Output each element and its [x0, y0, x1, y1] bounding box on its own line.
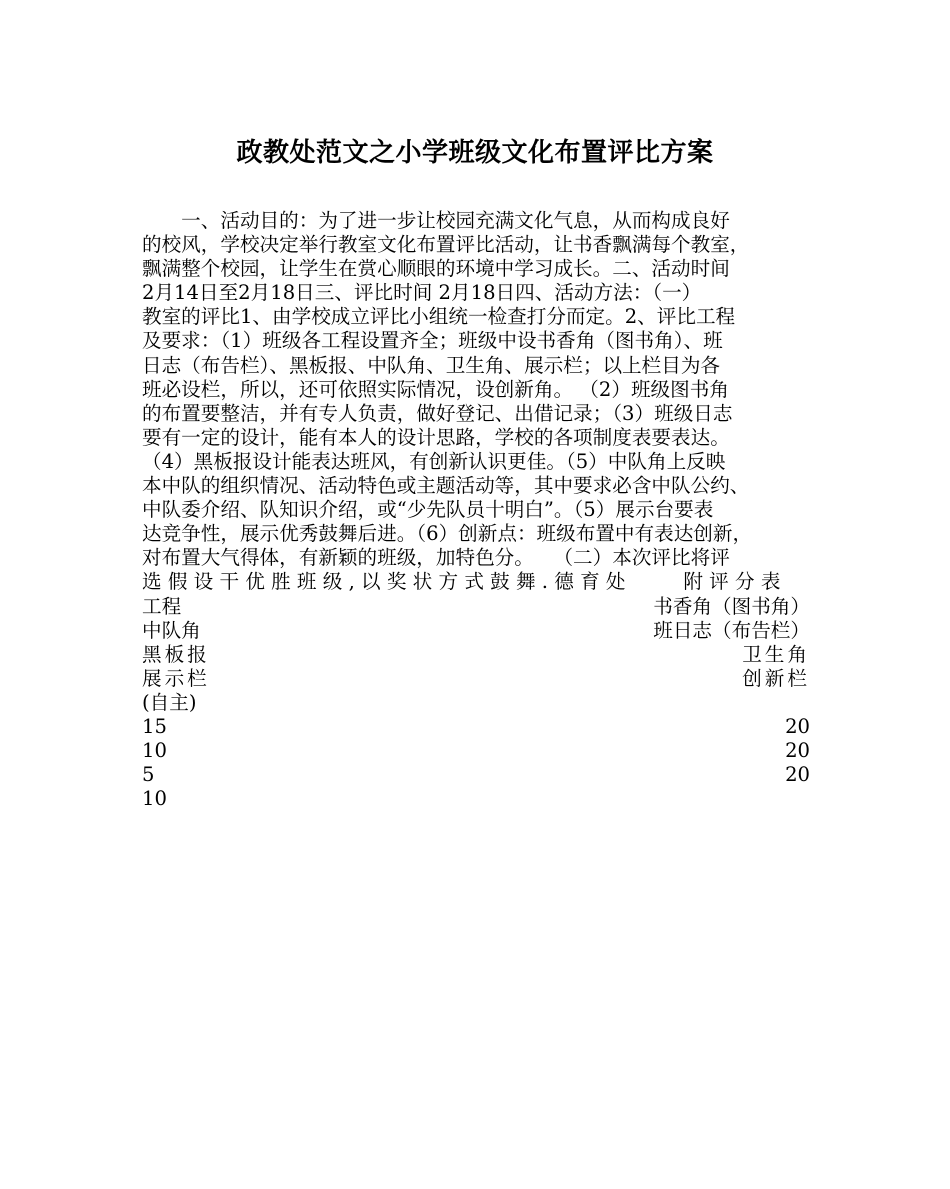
score-table-cell-left: 展示栏 — [142, 666, 210, 690]
score-table-cell-right: 20 — [785, 714, 810, 738]
paragraph-line: 对布置大气得体，有新颖的班级，加特色分。 （二）本次评比将评 — [142, 546, 730, 570]
score-table-cell-right: 卫生角 — [742, 642, 810, 666]
score-table-cell-right: 20 — [785, 763, 810, 787]
score-table-cell-right: 20 — [785, 739, 810, 763]
score-table-cell-left: 10 — [142, 787, 167, 811]
paragraph-line: 飘满整个校园，让学生在赏心顺眼的环境中学习成长。二、活动时间 — [142, 257, 730, 281]
score-table-row — [142, 763, 810, 787]
score-table-row — [142, 619, 810, 643]
paragraph-line-spaced: 选 假 设 干 优 胜 班 级 , 以 奖 状 方 式 鼓 舞 . 德 育 处 附 评 分 表 — [142, 570, 781, 594]
paragraph-line: 日志（布告栏）、黑板报、中队角、卫生角、展示栏；以上栏目为各 — [142, 353, 721, 377]
score-table-cell-right: 创新栏 — [742, 666, 810, 690]
paragraph-line: 要有一定的设计，能有本人的设计思路，学校的各项制度表要表达。 — [142, 425, 730, 449]
score-table-row — [142, 739, 810, 763]
document-body — [142, 209, 810, 811]
score-table-row — [142, 643, 810, 667]
paragraph-line: 及要求：（1）班级各工程设置齐全；班级中设书香角（图书角）、班 — [142, 329, 723, 353]
score-table-cell-left: 中队角 — [142, 618, 201, 642]
score-table-cell-left: 工程 — [142, 594, 182, 618]
score-table-row — [142, 715, 810, 739]
score-table-cell-left: 黑板报 — [142, 642, 210, 666]
paragraph-line: 班必设栏，所以，还可依照实际情况，设创新角。 （2）班级图书角 — [142, 377, 729, 401]
score-table-cell-left: 5 — [142, 763, 155, 787]
paragraph-line: 一、活动目的：为了进一步让校园充满文化气息，从而构成良好 — [142, 209, 730, 232]
score-table-row — [142, 667, 810, 691]
paragraph-line: 2月14日至2月18日三、评比时间 2月18日四、活动方法：（一） — [142, 281, 702, 305]
paragraph-line: 达竞争性，展示优秀鼓舞后进。（6）创新点：班级布置中有表达创新， — [142, 522, 753, 546]
score-table-cell-left: 10 — [142, 739, 167, 763]
paragraph-line: 本中队的组织情况、活动特色或主题活动等，其中要求必含中队公约、 — [142, 474, 750, 498]
document-title: 政教处范文之小学班级文化布置评比方案 — [236, 138, 714, 168]
score-table-cell-left: 15 — [142, 714, 167, 738]
score-table-cell-right: 书香角（图书角） — [653, 594, 810, 618]
score-table-cell-right: 班日志（布告栏） — [653, 618, 810, 642]
paragraph-line: 中队委介绍、队知识介绍，或“少先队员十明白”。（5）展示台要表 — [142, 498, 714, 522]
paragraph-line: 的布置要整洁，并有专人负责，做好登记、出借记录；（3）班级日志 — [142, 401, 733, 425]
score-table-row — [142, 691, 810, 715]
score-table-row — [142, 787, 810, 811]
paragraph-line: （4）黑板报设计能表达班风，有创新认识更佳。（5）中队角上反映 — [142, 449, 726, 473]
score-table-cell-left: (自主) — [142, 690, 197, 714]
paragraph-line: 教室的评比1、由学校成立评比小组统一检查打分而定。2、评比工程 — [142, 305, 736, 329]
score-table-row — [142, 595, 810, 619]
paragraph-line: 的校风，学校决定举行教室文化布置评比活动，让书香飘满每个教室， — [142, 233, 750, 257]
